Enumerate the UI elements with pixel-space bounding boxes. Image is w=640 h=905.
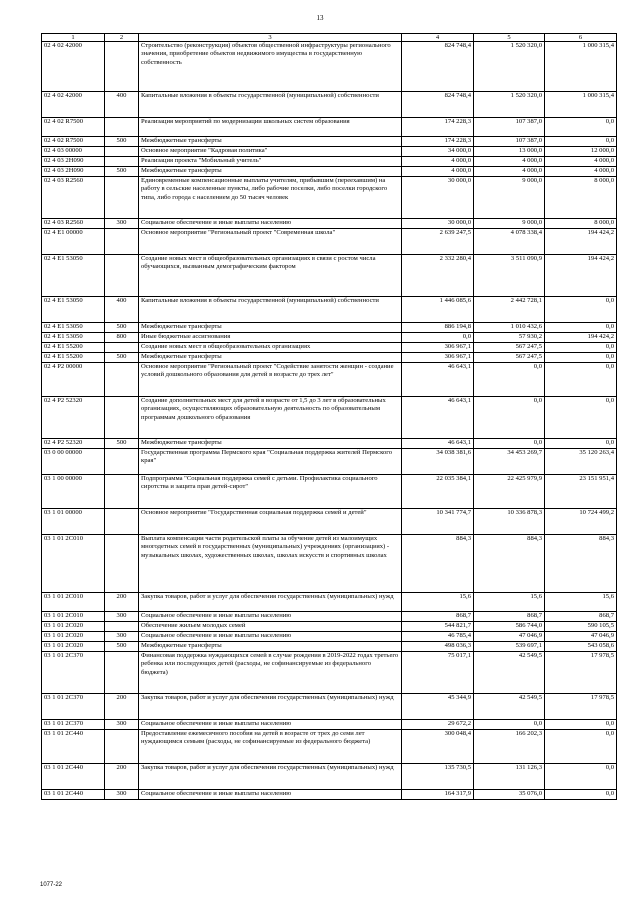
cell-expense-type: 300 [105, 790, 139, 800]
cell-amount-2: 0,0 [474, 363, 545, 397]
table-row [42, 397, 617, 439]
cell-amount-3: 543 058,6 [545, 642, 617, 652]
table-row [42, 622, 617, 632]
cell-expense-type: 300 [105, 720, 139, 730]
cell-amount-1: 174 228,3 [402, 137, 474, 147]
cell-code: 03 1 01 2С370 [42, 652, 105, 694]
cell-amount-2: 1 520 320,0 [474, 92, 545, 118]
cell-amount-2: 57 930,2 [474, 333, 545, 343]
cell-expense-type: 400 [105, 297, 139, 323]
cell-expense-type [105, 475, 139, 509]
cell-expense-type [105, 118, 139, 137]
cell-amount-2: 15,6 [474, 593, 545, 612]
cell-amount-2: 107 387,0 [474, 118, 545, 137]
table-body [42, 42, 617, 800]
cell-name: Создание новых мест в общеобразовательных организациях в связи с ростом числа обучающихся, вызванным демографическим фактором [139, 255, 402, 297]
cell-name: Межбюджетные трансферты [139, 642, 402, 652]
cell-name: Реализация проекта "Мобильный учитель" [139, 157, 402, 167]
cell-amount-1: 306 967,1 [402, 343, 474, 353]
cell-amount-3: 590 105,5 [545, 622, 617, 632]
cell-code: 02 4 03 R2560 [42, 219, 105, 229]
cell-name: Межбюджетные трансферты [139, 439, 402, 449]
cell-amount-3: 0,0 [545, 790, 617, 800]
cell-code: 02 4 E1 55200 [42, 343, 105, 353]
table-row [42, 323, 617, 333]
cell-amount-3: 15,6 [545, 593, 617, 612]
cell-name: Единовременные компенсационные выплаты учителям, прибывшим (переехавшим) на работу в сельские населенные пункты, либо рабочие поселки, либо поселки городского типа, либо города с населением до 50 тысяч человек [139, 177, 402, 219]
cell-name: Реализация мероприятий по модернизации школьных систем образования [139, 118, 402, 137]
cell-code: 03 1 01 2С440 [42, 790, 105, 800]
cell-amount-3: 23 151 951,4 [545, 475, 617, 509]
cell-expense-type [105, 177, 139, 219]
cell-expense-type [105, 255, 139, 297]
cell-code: 02 4 03 2Н090 [42, 167, 105, 177]
column-header: 6 [545, 34, 617, 42]
table-row [42, 92, 617, 118]
column-header: 2 [105, 34, 139, 42]
cell-amount-3: 0,0 [545, 730, 617, 764]
cell-name: Основное мероприятие "Государственная социальная поддержка семей и детей" [139, 509, 402, 535]
table-row [42, 118, 617, 137]
cell-code: 02 4 02 R7500 [42, 137, 105, 147]
cell-amount-2: 1 520 320,0 [474, 42, 545, 92]
table-row [42, 219, 617, 229]
table-row [42, 255, 617, 297]
cell-name: Капитальные вложения в объекты государственной (муниципальной) собственности [139, 297, 402, 323]
cell-amount-1: 2 639 247,5 [402, 229, 474, 255]
cell-expense-type: 300 [105, 632, 139, 642]
table-row [42, 177, 617, 219]
cell-amount-3: 35 120 263,4 [545, 449, 617, 475]
cell-amount-2: 166 202,3 [474, 730, 545, 764]
cell-amount-3: 868,7 [545, 612, 617, 622]
table-row [42, 509, 617, 535]
table-row [42, 297, 617, 323]
cell-amount-2: 0,0 [474, 439, 545, 449]
cell-expense-type: 200 [105, 694, 139, 720]
cell-amount-3: 8 000,0 [545, 219, 617, 229]
cell-amount-1: 29 672,2 [402, 720, 474, 730]
header-row [42, 34, 617, 42]
cell-amount-3: 12 000,0 [545, 147, 617, 157]
cell-amount-3: 10 724 499,2 [545, 509, 617, 535]
cell-amount-1: 884,3 [402, 535, 474, 593]
cell-name: Обеспечение жильем молодых семей [139, 622, 402, 632]
cell-amount-3: 0,0 [545, 764, 617, 790]
cell-name: Основное мероприятие "Кадровая политика" [139, 147, 402, 157]
table-row [42, 694, 617, 720]
cell-amount-2: 539 697,1 [474, 642, 545, 652]
cell-name: Межбюджетные трансферты [139, 167, 402, 177]
cell-code: 02 4 02 R7500 [42, 118, 105, 137]
cell-expense-type [105, 535, 139, 593]
cell-amount-1: 135 730,5 [402, 764, 474, 790]
table-row [42, 475, 617, 509]
cell-amount-2: 567 247,5 [474, 343, 545, 353]
column-header: 3 [139, 34, 402, 42]
cell-amount-2: 2 442 728,1 [474, 297, 545, 323]
cell-amount-1: 10 341 774,7 [402, 509, 474, 535]
cell-amount-3: 8 000,0 [545, 177, 617, 219]
cell-amount-2: 131 126,3 [474, 764, 545, 790]
table-row [42, 593, 617, 612]
cell-code: 03 1 01 00000 [42, 509, 105, 535]
table-row [42, 137, 617, 147]
column-header: 5 [474, 34, 545, 42]
cell-code: 02 4 02 42000 [42, 42, 105, 92]
cell-expense-type [105, 397, 139, 439]
cell-amount-2: 42 549,5 [474, 694, 545, 720]
cell-amount-1: 498 036,3 [402, 642, 474, 652]
cell-amount-1: 30 000,0 [402, 177, 474, 219]
table-row [42, 353, 617, 363]
cell-amount-1: 868,7 [402, 612, 474, 622]
cell-expense-type: 200 [105, 764, 139, 790]
cell-code: 02 4 02 42000 [42, 92, 105, 118]
cell-amount-3: 0,0 [545, 439, 617, 449]
cell-name: Создание новых мест в общеобразовательных организациях [139, 343, 402, 353]
cell-amount-3: 0,0 [545, 397, 617, 439]
cell-code: 03 1 01 2С020 [42, 632, 105, 642]
cell-expense-type: 500 [105, 439, 139, 449]
cell-amount-3: 0,0 [545, 137, 617, 147]
cell-amount-1: 824 748,4 [402, 42, 474, 92]
table-row [42, 157, 617, 167]
cell-amount-3: 884,3 [545, 535, 617, 593]
cell-code: 02 4 P2 52320 [42, 439, 105, 449]
table-row [42, 167, 617, 177]
table-row [42, 42, 617, 92]
table-row [42, 147, 617, 157]
page-number: 13 [316, 14, 324, 22]
cell-code: 02 4 03 R2560 [42, 177, 105, 219]
cell-name: Социальное обеспечение и иные выплаты населению [139, 720, 402, 730]
table-row [42, 764, 617, 790]
cell-code: 03 1 01 2С370 [42, 720, 105, 730]
cell-amount-1: 164 317,9 [402, 790, 474, 800]
cell-name: Капитальные вложения в объекты государственной (муниципальной) собственности [139, 92, 402, 118]
cell-amount-1: 15,6 [402, 593, 474, 612]
cell-amount-3: 4 000,0 [545, 167, 617, 177]
cell-name: Строительство (реконструкция) объектов общественной инфраструктуры регионального значения, приобретение объектов недвижимого имущества в государственную собственность [139, 42, 402, 92]
cell-name: Подпрограмма "Социальная поддержка семей с детьми. Профилактика социального сиротства и защита прав детей-сирот" [139, 475, 402, 509]
cell-amount-3: 0,0 [545, 353, 617, 363]
table-row [42, 720, 617, 730]
cell-code: 02 4 03 2Н090 [42, 157, 105, 167]
cell-amount-1: 46 643,1 [402, 439, 474, 449]
cell-code: 03 1 01 2С010 [42, 535, 105, 593]
cell-code: 03 1 01 2С020 [42, 642, 105, 652]
cell-amount-1: 45 344,9 [402, 694, 474, 720]
cell-amount-1: 306 967,1 [402, 353, 474, 363]
table-row [42, 535, 617, 593]
cell-amount-2: 47 046,9 [474, 632, 545, 642]
cell-name: Финансовая поддержка нуждающихся семей в случае рождения в 2019-2022 годах третьего ребенка или последующих детей (расходы, не софинансируемые из федерального бюджета) [139, 652, 402, 694]
cell-name: Основное мероприятие "Региональный проект "Содействие занятости женщин - создание условий дошкольного образования для детей в возрасте до трех лет" [139, 363, 402, 397]
cell-amount-1: 544 821,7 [402, 622, 474, 632]
cell-amount-3: 1 000 315,4 [545, 42, 617, 92]
cell-amount-3: 17 978,5 [545, 694, 617, 720]
cell-amount-1: 1 446 085,6 [402, 297, 474, 323]
cell-amount-2: 3 511 090,9 [474, 255, 545, 297]
cell-amount-2: 22 425 979,9 [474, 475, 545, 509]
cell-expense-type [105, 730, 139, 764]
cell-amount-3: 194 424,2 [545, 255, 617, 297]
table-row [42, 790, 617, 800]
cell-expense-type [105, 622, 139, 632]
cell-amount-2: 10 336 878,3 [474, 509, 545, 535]
cell-amount-1: 34 038 381,6 [402, 449, 474, 475]
cell-name: Государственная программа Пермского края "Социальная поддержка жителей Пермского края" [139, 449, 402, 475]
cell-amount-2: 9 000,0 [474, 219, 545, 229]
table-row [42, 642, 617, 652]
cell-expense-type: 300 [105, 612, 139, 622]
cell-code: 02 4 03 00000 [42, 147, 105, 157]
cell-name: Создание дополнительных мест для детей в возрасте от 1,5 до 3 лет в образовательных организациях, осуществляющих образовательную деятельность по образовательным программам дошкольного образования [139, 397, 402, 439]
table-row [42, 632, 617, 642]
cell-code: 02 4 E1 53050 [42, 323, 105, 333]
cell-amount-2: 13 000,0 [474, 147, 545, 157]
cell-code: 03 1 00 00000 [42, 475, 105, 509]
table-row [42, 439, 617, 449]
cell-amount-3: 194 424,2 [545, 333, 617, 343]
cell-name: Закупка товаров, работ и услуг для обеспечения государственных (муниципальных) нужд [139, 593, 402, 612]
cell-amount-3: 0,0 [545, 323, 617, 333]
cell-amount-1: 46 643,1 [402, 397, 474, 439]
table-row [42, 449, 617, 475]
cell-code: 03 1 01 2С010 [42, 593, 105, 612]
cell-amount-3: 0,0 [545, 363, 617, 397]
cell-expense-type [105, 449, 139, 475]
cell-code: 03 1 01 2С370 [42, 694, 105, 720]
table-row [42, 652, 617, 694]
cell-amount-1: 300 048,4 [402, 730, 474, 764]
table-row [42, 612, 617, 622]
table-row [42, 730, 617, 764]
cell-name: Социальное обеспечение и иные выплаты населению [139, 632, 402, 642]
cell-amount-2: 107 387,0 [474, 137, 545, 147]
cell-expense-type: 500 [105, 137, 139, 147]
cell-code: 02 4 E1 53050 [42, 297, 105, 323]
cell-amount-2: 567 247,5 [474, 353, 545, 363]
cell-expense-type [105, 509, 139, 535]
cell-expense-type [105, 42, 139, 92]
cell-amount-1: 2 332 280,4 [402, 255, 474, 297]
table-row [42, 333, 617, 343]
cell-code: 03 1 01 2С010 [42, 612, 105, 622]
cell-name: Межбюджетные трансферты [139, 353, 402, 363]
cell-name: Предоставление ежемесячного пособия на детей в возрасте от трех до семи лет нуждающимся семьям (расходы, не софинансируемые из федерального бюджета) [139, 730, 402, 764]
cell-code: 03 1 01 2С020 [42, 622, 105, 632]
cell-expense-type: 500 [105, 353, 139, 363]
cell-amount-3: 47 046,9 [545, 632, 617, 642]
cell-code: 02 4 E1 00000 [42, 229, 105, 255]
table-row [42, 343, 617, 353]
cell-expense-type: 200 [105, 593, 139, 612]
cell-name: Социальное обеспечение и иные выплаты населению [139, 219, 402, 229]
cell-name: Социальное обеспечение и иные выплаты населению [139, 790, 402, 800]
cell-amount-3: 1 000 315,4 [545, 92, 617, 118]
cell-code: 02 4 E1 55200 [42, 353, 105, 363]
cell-expense-type [105, 652, 139, 694]
cell-amount-1: 46 643,1 [402, 363, 474, 397]
column-header: 4 [402, 34, 474, 42]
cell-expense-type: 800 [105, 333, 139, 343]
cell-name: Выплата компенсации части родительской платы за обучение детей из малоимущих многодетных семей в государственных (муниципальных) учреждениях (организациях) - музыкальных школах, художественных школах, школах искусств и спортивных школах [139, 535, 402, 593]
cell-code: 03 0 00 00000 [42, 449, 105, 475]
footer-code: 1077-22 [40, 882, 63, 888]
cell-expense-type [105, 343, 139, 353]
cell-amount-1: 174 228,3 [402, 118, 474, 137]
cell-expense-type: 500 [105, 642, 139, 652]
cell-name: Иные бюджетные ассигнования [139, 333, 402, 343]
cell-amount-1: 0,0 [402, 333, 474, 343]
cell-amount-3: 0,0 [545, 118, 617, 137]
cell-name: Закупка товаров, работ и услуг для обеспечения государственных (муниципальных) нужд [139, 764, 402, 790]
cell-name: Основное мероприятие "Региональный проект "Современная школа" [139, 229, 402, 255]
cell-expense-type [105, 147, 139, 157]
cell-amount-2: 586 744,0 [474, 622, 545, 632]
cell-code: 03 1 01 2С440 [42, 764, 105, 790]
cell-amount-3: 0,0 [545, 720, 617, 730]
cell-name: Межбюджетные трансферты [139, 323, 402, 333]
cell-amount-3: 194 424,2 [545, 229, 617, 255]
cell-amount-2: 35 076,0 [474, 790, 545, 800]
cell-expense-type: 400 [105, 92, 139, 118]
budget-table [41, 33, 617, 800]
cell-expense-type [105, 229, 139, 255]
cell-amount-2: 34 453 269,7 [474, 449, 545, 475]
cell-amount-1: 46 785,4 [402, 632, 474, 642]
cell-amount-2: 868,7 [474, 612, 545, 622]
cell-name: Межбюджетные трансферты [139, 137, 402, 147]
cell-amount-1: 886 194,8 [402, 323, 474, 333]
cell-amount-2: 1 010 432,6 [474, 323, 545, 333]
cell-name: Социальное обеспечение и иные выплаты населению [139, 612, 402, 622]
cell-code: 03 1 01 2С440 [42, 730, 105, 764]
table-row [42, 363, 617, 397]
cell-expense-type: 500 [105, 323, 139, 333]
column-header: 1 [42, 34, 105, 42]
cell-code: 02 4 E1 53050 [42, 333, 105, 343]
cell-amount-1: 22 035 384,1 [402, 475, 474, 509]
cell-amount-2: 4 000,0 [474, 167, 545, 177]
cell-expense-type [105, 157, 139, 167]
cell-name: Закупка товаров, работ и услуг для обеспечения государственных (муниципальных) нужд [139, 694, 402, 720]
cell-amount-3: 4 000,0 [545, 157, 617, 167]
cell-expense-type: 300 [105, 219, 139, 229]
cell-amount-3: 0,0 [545, 297, 617, 323]
cell-amount-1: 30 000,0 [402, 219, 474, 229]
cell-amount-1: 75 017,1 [402, 652, 474, 694]
cell-amount-1: 4 000,0 [402, 157, 474, 167]
cell-amount-1: 824 748,4 [402, 92, 474, 118]
cell-code: 02 4 P2 52320 [42, 397, 105, 439]
cell-amount-3: 0,0 [545, 343, 617, 353]
cell-amount-2: 9 000,0 [474, 177, 545, 219]
cell-amount-2: 42 549,5 [474, 652, 545, 694]
cell-code: 02 4 E1 53050 [42, 255, 105, 297]
cell-amount-1: 4 000,0 [402, 167, 474, 177]
table-row [42, 229, 617, 255]
cell-amount-2: 884,3 [474, 535, 545, 593]
cell-amount-2: 0,0 [474, 720, 545, 730]
cell-amount-3: 17 978,5 [545, 652, 617, 694]
cell-amount-2: 0,0 [474, 397, 545, 439]
cell-amount-1: 34 000,0 [402, 147, 474, 157]
cell-expense-type [105, 363, 139, 397]
cell-code: 02 4 P2 00000 [42, 363, 105, 397]
cell-expense-type: 500 [105, 167, 139, 177]
cell-amount-2: 4 078 338,4 [474, 229, 545, 255]
cell-amount-2: 4 000,0 [474, 157, 545, 167]
